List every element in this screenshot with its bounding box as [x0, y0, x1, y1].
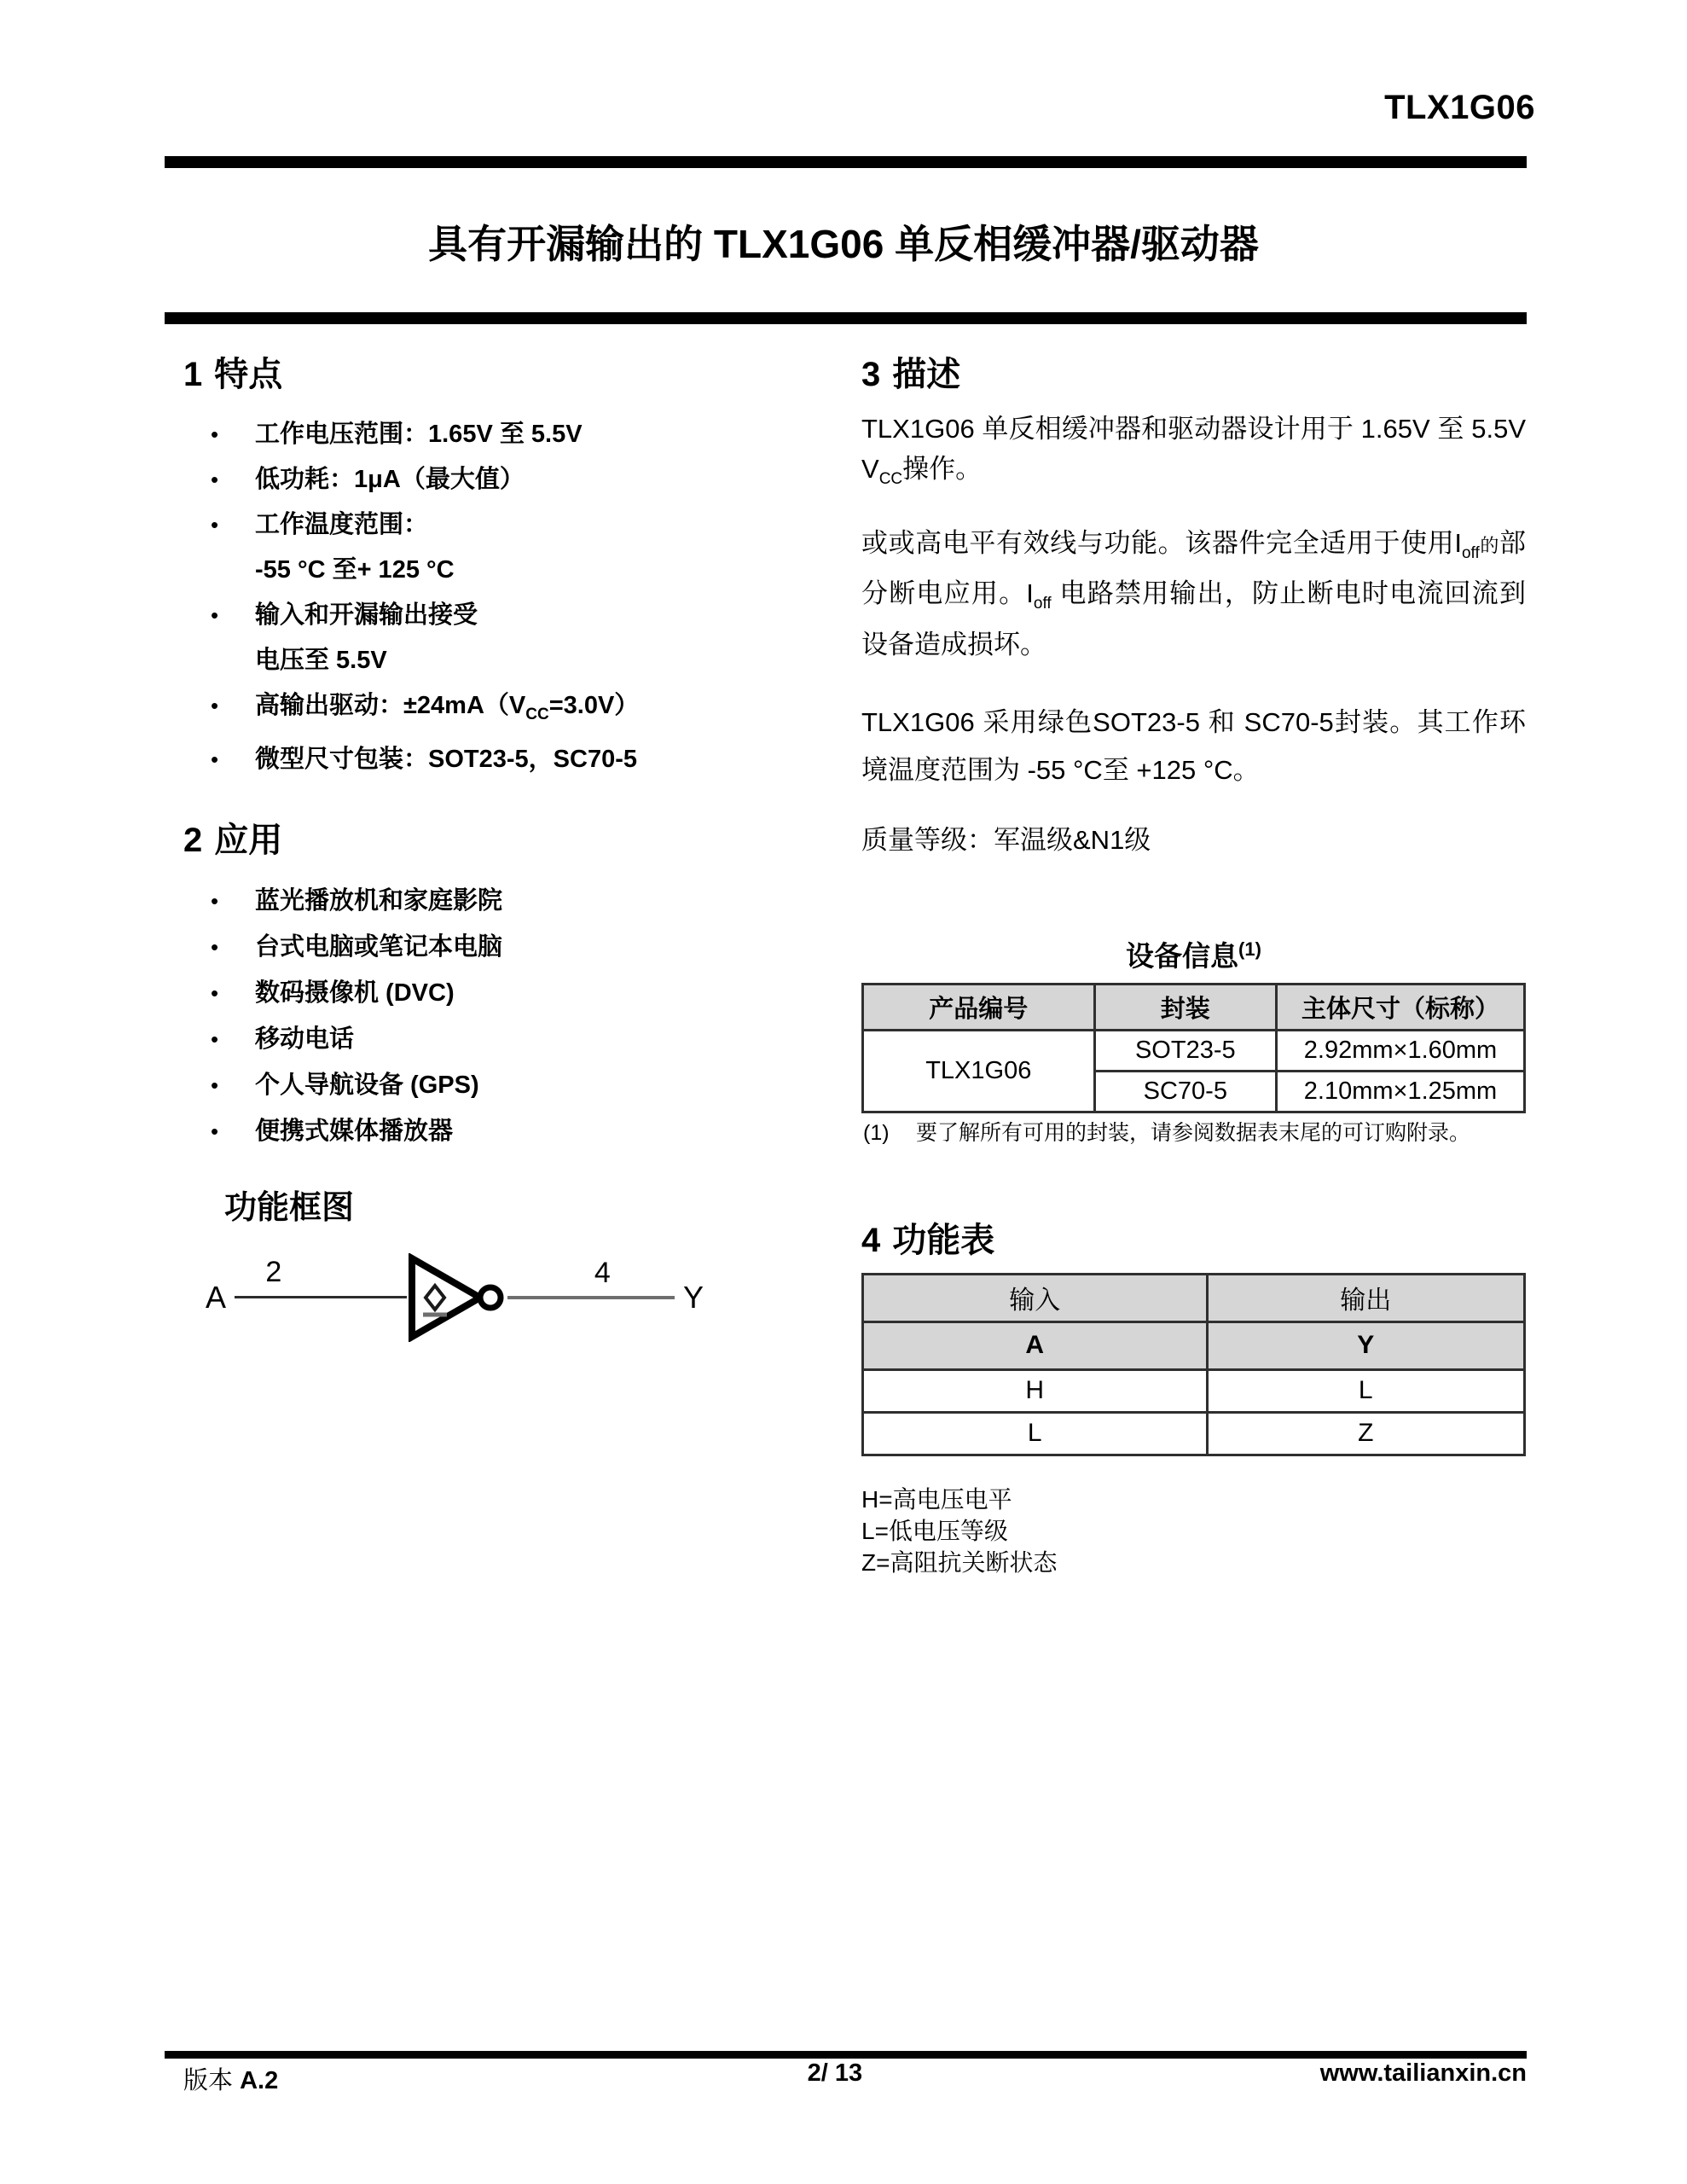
function-table-section	[861, 1220, 1526, 1578]
applications-section-number: 2	[183, 821, 203, 859]
list-item	[183, 1062, 812, 1108]
feature-text-post: =3.0V）	[548, 692, 640, 719]
table-row	[863, 1369, 1525, 1412]
input-column-header: 输入	[863, 1274, 1208, 1321]
bullet-icon: •	[211, 979, 219, 1006]
legend-line: L=低电压等级	[861, 1517, 1008, 1544]
footer-version	[183, 2061, 278, 2096]
footer-version-number: A.2	[240, 2067, 279, 2094]
description-heading-text: 描述	[892, 356, 961, 393]
features-section-number: 1	[183, 356, 203, 393]
output-pin-label: Y	[683, 1279, 704, 1315]
input-pin-number: 2	[265, 1256, 282, 1289]
package-cell: SOT23-5	[1094, 1030, 1276, 1071]
list-item	[183, 924, 812, 970]
applications-list	[183, 878, 812, 1154]
signal-y-header: Y	[1207, 1321, 1524, 1369]
bullet-icon: •	[211, 1025, 219, 1052]
function-table-heading	[861, 1220, 1526, 1261]
footnote-marker: (1)	[863, 1120, 890, 1145]
bullet-icon: •	[211, 1118, 219, 1144]
features-list	[183, 412, 812, 782]
output-value-cell: L	[1207, 1369, 1524, 1412]
feature-text	[255, 502, 812, 593]
paragraph-text: 操作。	[902, 454, 983, 484]
list-item	[183, 502, 812, 593]
header-product-number: TLX1G06	[1384, 89, 1535, 126]
features-heading	[183, 354, 812, 395]
table-row	[863, 1412, 1525, 1455]
legend-line: Z=高阻抗关断状态	[861, 1548, 1058, 1576]
size-cell: 2.92mm×1.60mm	[1276, 1030, 1524, 1071]
input-value-cell: L	[863, 1412, 1208, 1455]
bullet-icon: •	[211, 421, 219, 447]
feature-text	[255, 683, 812, 737]
bullet-icon: •	[211, 602, 219, 628]
feature-text	[255, 593, 812, 683]
part-number-cell: TLX1G06	[863, 1030, 1095, 1112]
vcc-subscript: CC	[878, 470, 903, 489]
output-wire	[507, 1256, 675, 1299]
list-item	[183, 1016, 812, 1062]
signal-a-header: A	[863, 1321, 1208, 1369]
inverter-open-drain-icon	[407, 1253, 507, 1342]
small-character: 的	[1479, 535, 1499, 557]
bullet-icon: •	[211, 512, 219, 537]
feature-line: -55 °C 至+ 125 °C	[255, 556, 455, 584]
column-header: 主体尺寸（标称）	[1276, 984, 1524, 1030]
size-cell: 2.10mm×1.25mm	[1276, 1071, 1524, 1112]
application-text: 台式电脑或笔记本电脑	[255, 932, 503, 961]
list-item	[183, 737, 812, 782]
bullet-icon: •	[211, 467, 219, 492]
left-column	[183, 354, 812, 1578]
signal-header-row	[863, 1321, 1525, 1369]
bullet-icon: •	[211, 887, 219, 914]
vcc-subscript: CC	[525, 705, 549, 723]
list-item	[183, 970, 812, 1016]
table-header-row	[863, 984, 1525, 1030]
device-info-table	[861, 983, 1526, 1113]
footer-rule	[165, 2051, 1527, 2059]
feature-text: 低功耗：1μA（最大值）	[255, 466, 525, 493]
ioff-subscript: off	[1033, 595, 1052, 613]
list-item	[183, 457, 812, 502]
title-rule	[165, 312, 1527, 324]
bullet-icon: •	[211, 1072, 219, 1098]
description-section-number: 3	[861, 356, 881, 393]
paragraph-text: 部分断电应用。I	[861, 528, 1526, 609]
header-rule	[165, 156, 1527, 168]
list-item	[183, 1108, 812, 1154]
column-header: 产品编号	[863, 984, 1095, 1030]
block-diagram-section	[183, 1188, 812, 1342]
feature-line: 电压至 5.5V	[255, 647, 387, 674]
block-diagram-title: 功能框图	[224, 1189, 355, 1226]
ioff-subscript: off	[1461, 544, 1480, 563]
description-paragraph-1	[861, 409, 1526, 499]
legend-line: H=高电压电平	[861, 1485, 1012, 1513]
page-title: 具有开漏输出的 TLX1G06 单反相缓冲器/驱动器	[428, 222, 1259, 266]
bullet-icon: •	[211, 933, 219, 960]
applications-heading-text: 应用	[214, 821, 283, 859]
input-pin-label: A	[206, 1279, 227, 1315]
description-paragraph-3: TLX1G06 采用绿色SOT23-5 和 SC70-5封装。其工作环境温度范围为 -55 °C至 +125 °C。	[861, 706, 1526, 785]
output-column-header: 输出	[1207, 1274, 1524, 1321]
application-text: 数码摄像机 (DVC)	[255, 979, 455, 1007]
application-text: 便携式媒体播放器	[255, 1117, 454, 1145]
footer	[183, 2061, 1527, 2095]
footer-version-label: 版本	[183, 2067, 234, 2094]
bullet-icon: •	[211, 746, 219, 772]
list-item	[183, 878, 812, 924]
right-column	[861, 354, 1526, 1578]
function-table-heading-text: 功能表	[892, 1221, 995, 1259]
device-info-title	[861, 932, 1526, 974]
footnote-reference: (1)	[1238, 938, 1261, 960]
feature-text: 工作电压范围：1.65V 至 5.5V	[255, 421, 583, 448]
output-value-cell: Z	[1207, 1412, 1524, 1455]
output-pin-number: 4	[594, 1256, 611, 1289]
table-footnote	[861, 1120, 1526, 1147]
list-item	[183, 593, 812, 683]
applications-section	[183, 820, 812, 1154]
package-cell: SC70-5	[1094, 1071, 1276, 1112]
paragraph-text: 或或高电平有效线与功能。该器件完全适用于使用I	[861, 528, 1462, 559]
functional-block-diagram	[206, 1253, 812, 1342]
paragraph-text: TLX1G06 单反相缓冲器和驱动器设计用于 1.65V 至 5.5V V	[861, 414, 1526, 484]
input-wire	[235, 1256, 407, 1298]
input-value-cell: H	[863, 1369, 1208, 1412]
device-info-title-text: 设备信息	[1126, 939, 1239, 972]
description-section	[861, 354, 1526, 860]
application-text: 个人导航设备 (GPS)	[255, 1071, 479, 1099]
feature-line: 工作温度范围：	[255, 511, 429, 538]
table-row	[863, 1030, 1525, 1071]
feature-text: 微型尺寸包装：SOT23-5，SC70-5	[255, 745, 637, 773]
function-table	[861, 1273, 1526, 1456]
features-heading-text: 特点	[214, 356, 283, 393]
bullet-icon: •	[211, 693, 219, 718]
description-paragraph-4: 质量等级：军温级&N1级	[861, 824, 1151, 855]
footer-website: www.tailianxin.cn	[1319, 2059, 1527, 2087]
device-info-section	[861, 932, 1526, 1147]
list-item	[183, 683, 812, 737]
function-table-legend	[861, 1484, 1526, 1578]
features-section	[183, 354, 812, 782]
feature-line: 输入和开漏输出接受	[255, 601, 478, 629]
table-header-row	[863, 1274, 1525, 1321]
content-columns	[183, 354, 1526, 1578]
column-header: 封装	[1094, 984, 1276, 1030]
application-text: 移动电话	[255, 1025, 355, 1053]
paragraph-text: 电路禁用输出，防止断电时电流回流到设备造成损坏。	[861, 578, 1526, 659]
list-item	[183, 412, 812, 457]
applications-heading	[183, 820, 812, 861]
description-paragraph-2	[861, 523, 1526, 664]
footer-page-number: 2/ 13	[807, 2059, 863, 2087]
feature-text-pre: 高输出驱动：±24mA（V	[255, 692, 526, 719]
function-table-section-number: 4	[861, 1221, 881, 1259]
footnote-text: 要了解所有可用的封装，请参阅数据表末尾的可订购附录。	[916, 1120, 1471, 1145]
description-heading	[861, 354, 1526, 395]
application-text: 蓝光播放机和家庭影院	[255, 886, 503, 915]
